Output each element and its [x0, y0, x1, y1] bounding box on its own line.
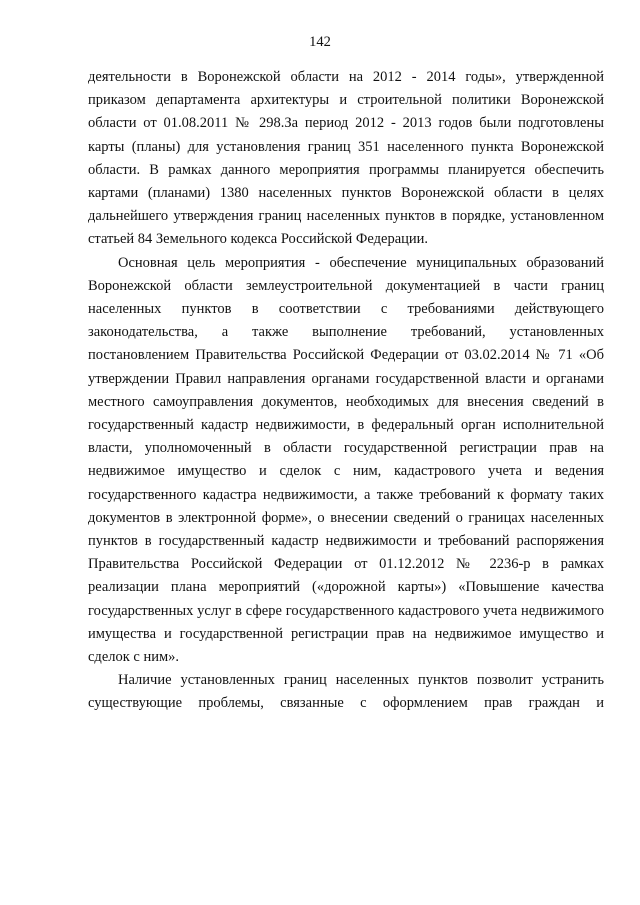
document-body — [88, 66, 604, 716]
page-number: 142 — [309, 34, 331, 50]
paragraph-continuation: деятельности в Воронежской области на 2012 - 2014 годы», утвержденной приказом департамента архитектуры и строительной политики Воронежской области от 01.08.2011 № 298.За период 2012 - 2013 годов были подготовлены карты (планы) для установления границ 351 населенного пункта Воронежской области. В рамках данного мероприятия программы планируется обеспечить картами (планами) 1380 населенных пунктов Воронежской области в целях дальнейшего утверждения границ населенных пунктов в порядке, установленном статьей 84 Земельного кодекса Российской Федерации. — [88, 69, 604, 248]
paragraph-main-goal: Основная цель мероприятия - обеспечение муниципальных образований Воронежской области землеустроительной документацией в части границ населенных пунктов в соответствии с требованиями действующего законодательства, а также выполнение требований, установленных постановлением Правительства Российской Федерации от 03.02.2014 № 71 «Об утверждении Правил направления органами государственной власти и органами местного самоуправления документов, необходимых для внесения сведений в государственный кадастр недвижимости, в федеральный орган исполнительной власти, уполномоченный в области государственной регистрации прав на недвижимое имущество и сделок с ним, кадастрового учета и ведения государственного кадастра недвижимости, а также требований к формату таких документов в электронной форме», о внесении сведений о границах населенных пунктов в государственный кадастр недвижимости и требований распоряжения Правительства Российской Федерации от 01.12.2012 № 2236-р в рамках реализации плана мероприятий («дорожной карты») «Повышение качества государственных услуг в сфере государственного кадастрового учета недвижимого имущества и государственной регистрации прав на недвижимое имущество и сделок с ним». — [88, 254, 604, 666]
paragraph-boundaries: Наличие установленных границ населенных пунктов позволит устранить существующие проблемы, связанные с оформлением прав граждан и — [88, 672, 604, 712]
